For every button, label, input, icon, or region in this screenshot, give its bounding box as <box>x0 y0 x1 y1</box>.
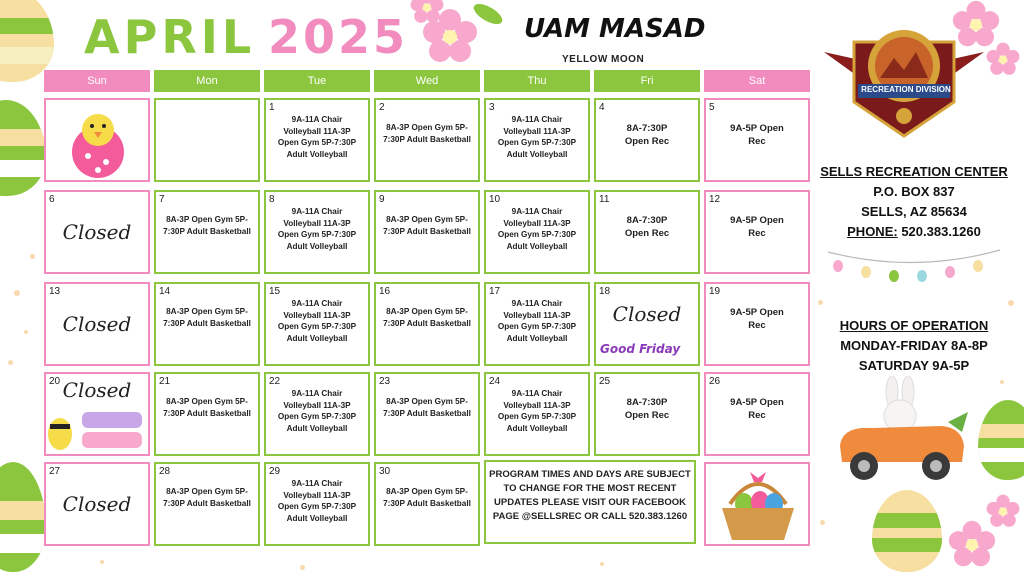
closed-label: Closed <box>62 220 132 244</box>
phone-label: PHONE: <box>847 224 898 239</box>
event-text: 8A-3P Open Gym 5P-7:30P Adult Basketball <box>383 215 471 236</box>
hours-saturday: SATURDAY 9A-5P <box>858 358 970 373</box>
day-number: 30 <box>379 466 391 477</box>
day-number: 9 <box>379 194 385 205</box>
day-number: 17 <box>489 286 501 297</box>
day-number: 5 <box>709 102 715 113</box>
easter-egg-icon <box>872 490 942 572</box>
day-number: 20 <box>49 376 61 387</box>
bunny-car-icon <box>832 376 972 488</box>
calendar-day-cell <box>154 462 260 546</box>
calendar-day-cell <box>264 190 370 274</box>
center-name: SELLS RECREATION CENTER <box>820 164 1008 179</box>
calendar-day-cell <box>374 98 480 182</box>
event-text: 8A-3P Open Gym 5P-7:30P Adult Basketball <box>383 307 471 328</box>
city-state-zip: SELLS, AZ 85634 <box>861 204 967 219</box>
bunting-icon <box>826 244 1002 290</box>
day-number: 4 <box>599 102 605 113</box>
day-number: 25 <box>599 376 611 387</box>
calendar-day-cell <box>594 98 700 182</box>
weekday-header-mon: Mon <box>154 70 260 92</box>
event-text: 9A-11A Chair Volleyball 11A-3P Open Gym 5P-7:30P Adult Volleyball <box>497 389 577 433</box>
calendar-day-cell <box>374 372 480 456</box>
day-number: 10 <box>489 194 501 205</box>
calendar-day-cell <box>704 462 810 546</box>
day-number: 15 <box>269 286 281 297</box>
day-number: 26 <box>709 376 721 387</box>
year-title: 2025 <box>268 10 409 64</box>
calendar-day-cell <box>44 98 150 182</box>
flower-icon <box>410 0 444 24</box>
event-text: 9A-11A Chair Volleyball 11A-3P Open Gym 5P-7:30P Adult Volleyball <box>497 207 577 251</box>
calendar-day-cell <box>264 98 370 182</box>
event-text: 8A-3P Open Gym 5P-7:30P Adult Basketball <box>163 307 251 328</box>
day-number: 14 <box>159 286 171 297</box>
calendar-day-cell <box>484 98 590 182</box>
calendar-day-cell <box>44 462 150 546</box>
day-number: 24 <box>489 376 501 387</box>
schedule-notice: PROGRAM TIMES AND DAYS ARE SUBJECT TO CHANGE FOR THE MOST RECENT UPDATES PLEASE VISIT OUR FACEBOOK PAGE @SELLSREC OR CALL 520.383.1260 <box>484 460 696 544</box>
calendar-day-cell <box>154 98 260 182</box>
event-text: 8A-7:30P Open Rec <box>624 123 670 147</box>
event-text: 8A-3P Open Gym 5P-7:30P Adult Basketball <box>383 487 471 508</box>
weekday-header-tue: Tue <box>264 70 370 92</box>
recreation-division-logo <box>824 12 984 138</box>
day-number: 27 <box>49 466 61 477</box>
event-text: 9A-5P Open Rec <box>730 397 784 421</box>
calendar-day-cell <box>704 372 810 456</box>
flower-icon <box>986 42 1020 76</box>
day-number: 29 <box>269 466 281 477</box>
day-number: 12 <box>709 194 721 205</box>
leaf-icon <box>468 0 508 36</box>
moon-name: YELLOW MOON <box>562 54 645 65</box>
easter-egg-icon <box>0 100 46 196</box>
weekday-header-wed: Wed <box>374 70 480 92</box>
calendar-day-cell <box>704 282 810 366</box>
phone-line <box>812 222 1016 242</box>
day-number: 22 <box>269 376 281 387</box>
day-number: 13 <box>49 286 61 297</box>
event-text: 9A-11A Chair Volleyball 11A-3P Open Gym 5P-7:30P Adult Volleyball <box>277 299 357 343</box>
contact-info <box>812 162 1016 242</box>
calendar-day-cell <box>594 282 700 366</box>
hours-of-operation <box>812 316 1016 376</box>
calendar-grid <box>44 70 810 552</box>
event-text: 9A-11A Chair Volleyball 11A-3P Open Gym 5P-7:30P Adult Volleyball <box>497 115 577 159</box>
day-number: 11 <box>599 194 610 205</box>
event-text: 9A-5P Open Rec <box>730 215 784 239</box>
day-number: 28 <box>159 466 171 477</box>
day-number: 18 <box>599 286 611 297</box>
calendar-day-cell <box>154 372 260 456</box>
po-box: P.O. BOX 837 <box>873 184 955 199</box>
event-text: 9A-5P Open Rec <box>730 123 784 147</box>
day-number: 16 <box>379 286 391 297</box>
organization-name: UAM MASAD <box>524 14 706 44</box>
happy-easter-chick-icon <box>46 404 146 454</box>
closed-label: Closed <box>612 302 682 326</box>
easter-egg-icon <box>978 400 1024 480</box>
event-text: 9A-11A Chair Volleyball 11A-3P Open Gym 5P-7:30P Adult Volleyball <box>497 299 577 343</box>
logo-text: RECREATION DIVISION <box>861 85 951 94</box>
phone-number[interactable]: 520.383.1260 <box>901 224 981 239</box>
event-text: 8A-3P Open Gym 5P-7:30P Adult Basketball <box>383 123 471 144</box>
good-friday-label: Good Friday <box>600 342 681 356</box>
day-number: 3 <box>489 102 495 113</box>
calendar-day-cell <box>484 372 590 456</box>
calendar-day-cell <box>374 462 480 546</box>
calendar-day-cell <box>704 98 810 182</box>
event-text: 8A-3P Open Gym 5P-7:30P Adult Basketball <box>163 397 251 418</box>
easter-egg-icon <box>0 462 46 572</box>
calendar-day-cell <box>264 282 370 366</box>
event-text: 8A-7:30P Open Rec <box>624 397 670 421</box>
event-text: 9A-11A Chair Volleyball 11A-3P Open Gym 5P-7:30P Adult Volleyball <box>277 115 357 159</box>
calendar-day-cell <box>704 190 810 274</box>
easter-basket-icon <box>710 464 806 544</box>
calendar-day-cell <box>264 462 370 546</box>
calendar-day-cell <box>594 190 700 274</box>
day-number: 21 <box>159 376 171 387</box>
day-number: 23 <box>379 376 391 387</box>
flower-icon <box>986 494 1020 528</box>
calendar-day-cell <box>264 372 370 456</box>
chick-in-egg-icon <box>58 100 138 180</box>
day-number: 7 <box>159 194 165 205</box>
calendar-day-cell <box>154 282 260 366</box>
month-title: APRIL <box>84 10 256 64</box>
weekday-header-sun: Sun <box>44 70 150 92</box>
event-text: 9A-11A Chair Volleyball 11A-3P Open Gym 5P-7:30P Adult Volleyball <box>277 389 357 433</box>
day-number: 8 <box>269 194 275 205</box>
calendar-day-cell <box>44 190 150 274</box>
calendar-day-cell <box>484 190 590 274</box>
calendar-day-cell <box>374 282 480 366</box>
day-number: 2 <box>379 102 385 113</box>
event-text: 9A-5P Open Rec <box>730 307 784 331</box>
calendar-day-cell <box>44 282 150 366</box>
calendar-day-cell <box>374 190 480 274</box>
event-text: 8A-3P Open Gym 5P-7:30P Adult Basketball <box>163 215 251 236</box>
closed-label: Closed <box>62 312 132 336</box>
calendar-day-cell <box>154 190 260 274</box>
event-text: 8A-3P Open Gym 5P-7:30P Adult Basketball <box>383 397 471 418</box>
weekday-header-fri: Fri <box>594 70 700 92</box>
weekday-header-thu: Thu <box>484 70 590 92</box>
event-text: 9A-11A Chair Volleyball 11A-3P Open Gym 5P-7:30P Adult Volleyball <box>277 479 357 523</box>
hours-title: HOURS OF OPERATION <box>839 318 989 333</box>
calendar-day-cell <box>594 372 700 456</box>
day-number: 1 <box>269 102 275 113</box>
event-text: 8A-3P Open Gym 5P-7:30P Adult Basketball <box>163 487 251 508</box>
weekday-header-sat: Sat <box>704 70 810 92</box>
day-number: 6 <box>49 194 55 205</box>
hours-weekday: MONDAY-FRIDAY 8A-8P <box>840 338 988 353</box>
event-text: 9A-11A Chair Volleyball 11A-3P Open Gym 5P-7:30P Adult Volleyball <box>277 207 357 251</box>
event-text: 8A-7:30P Open Rec <box>624 215 670 239</box>
calendar-day-cell <box>484 282 590 366</box>
calendar-day-cell <box>44 372 150 456</box>
closed-label: Closed <box>62 378 132 402</box>
day-number: 19 <box>709 286 721 297</box>
closed-label: Closed <box>62 492 132 516</box>
